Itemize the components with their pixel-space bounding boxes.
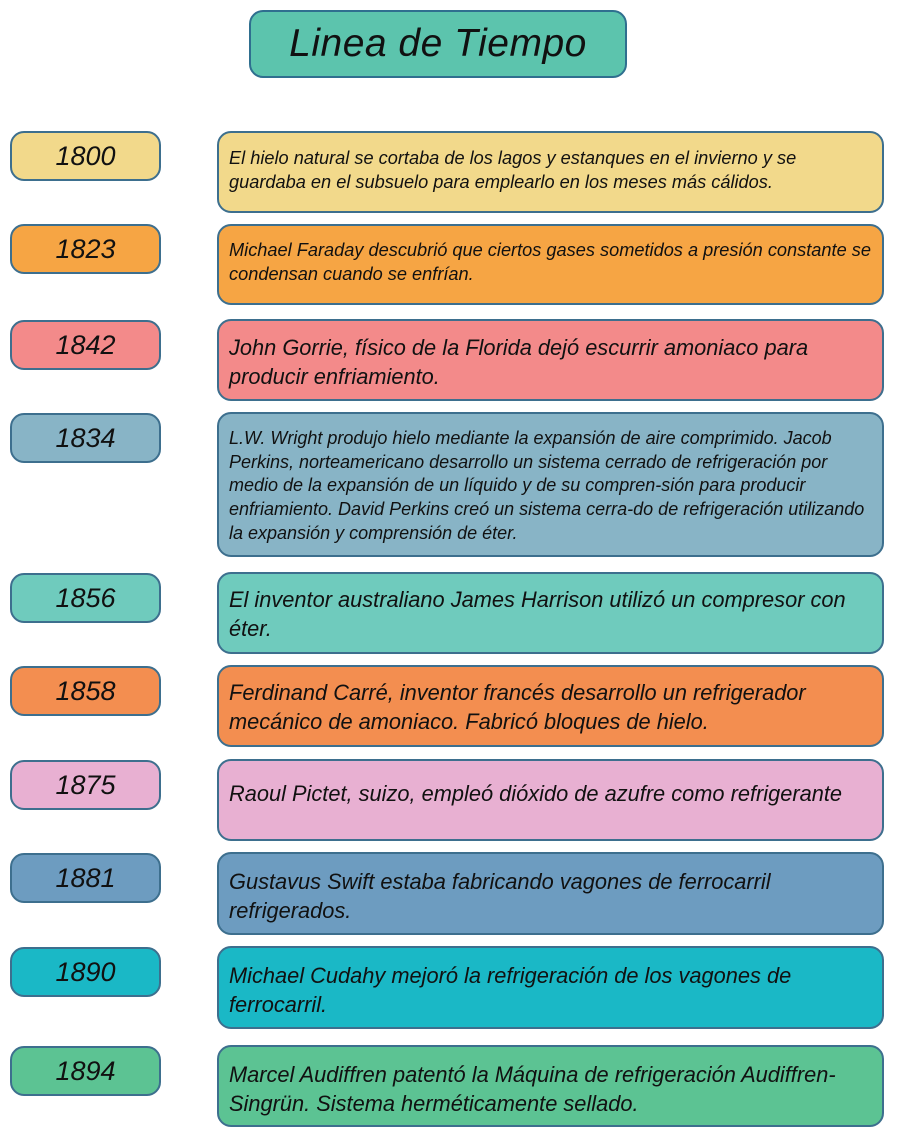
event-description-box: [217, 665, 884, 747]
event-description: El hielo natural se cortaba de los lagos y estanques en el invierno y se guardaba en el subsuelo para emplearlo en los meses más cálidos.: [229, 148, 797, 192]
event-description-box: [217, 946, 884, 1029]
event-description-box: [217, 224, 884, 305]
year-badge: [10, 131, 161, 181]
event-description: Raoul Pictet, suizo, empleó dióxido de azufre como refrigerante: [229, 781, 843, 806]
year-label: 1894: [55, 1055, 116, 1086]
year-badge: [10, 947, 161, 997]
event-description: Michael Faraday descubrió que ciertos gases sometidos a presión constante se condensan cuando se enfrían.: [229, 240, 871, 284]
event-description-box: [217, 412, 884, 557]
event-description-box: [217, 1045, 884, 1127]
event-description-box: [217, 572, 884, 654]
event-description: Michael Cudahy mejoró la refrigeración de los vagones de ferrocarril.: [229, 963, 792, 1017]
event-description: Ferdinand Carré, inventor francés desarrollo un refrigerador mecánico de amoniaco. Fabricó bloques de hielo.: [229, 680, 806, 734]
event-description-box: [217, 319, 884, 401]
year-label: 1856: [55, 582, 116, 613]
year-label: 1823: [55, 233, 116, 264]
year-badge: [10, 320, 161, 370]
event-description: John Gorrie, físico de la Florida dejó escurrir amoniaco para producir enfriamiento.: [229, 335, 809, 389]
event-description-box: [217, 131, 884, 213]
year-label: 1858: [55, 675, 116, 706]
event-description: El inventor australiano James Harrison utilizó un compresor con éter.: [229, 587, 846, 641]
year-label: 1881: [55, 862, 116, 893]
year-label: 1890: [55, 956, 116, 987]
year-badge: [10, 1046, 161, 1096]
year-badge: [10, 853, 161, 903]
year-badge: [10, 573, 161, 623]
year-badge: [10, 413, 161, 463]
year-badge: [10, 760, 161, 810]
year-label: 1842: [55, 329, 116, 360]
event-description: L.W. Wright produjo hielo mediante la expansión de aire comprimido. Jacob Perkins, norteamericano desarrollo un sistema cerrado de refrigeración por medio de la expansión de un líquido y de su compren-sión para producir enfriamiento. David Perkins creó un sistema cerra-do de refrigeración utilizando la expansión y comprensión de éter.: [229, 428, 865, 543]
event-description-box: [217, 852, 884, 935]
event-description: Gustavus Swift estaba fabricando vagones de ferrocarril refrigerados.: [229, 869, 771, 923]
year-label: 1834: [55, 422, 116, 453]
event-description: Marcel Audiffren patentó la Máquina de refrigeración Audiffren-Singrün. Sistema herméticamente sellado.: [229, 1062, 836, 1116]
year-label: 1875: [55, 769, 116, 800]
year-badge: [10, 666, 161, 716]
year-label: 1800: [55, 140, 116, 171]
page-title: Linea de Tiempo: [289, 22, 587, 65]
year-badge: [10, 224, 161, 274]
event-description-box: [217, 759, 884, 841]
